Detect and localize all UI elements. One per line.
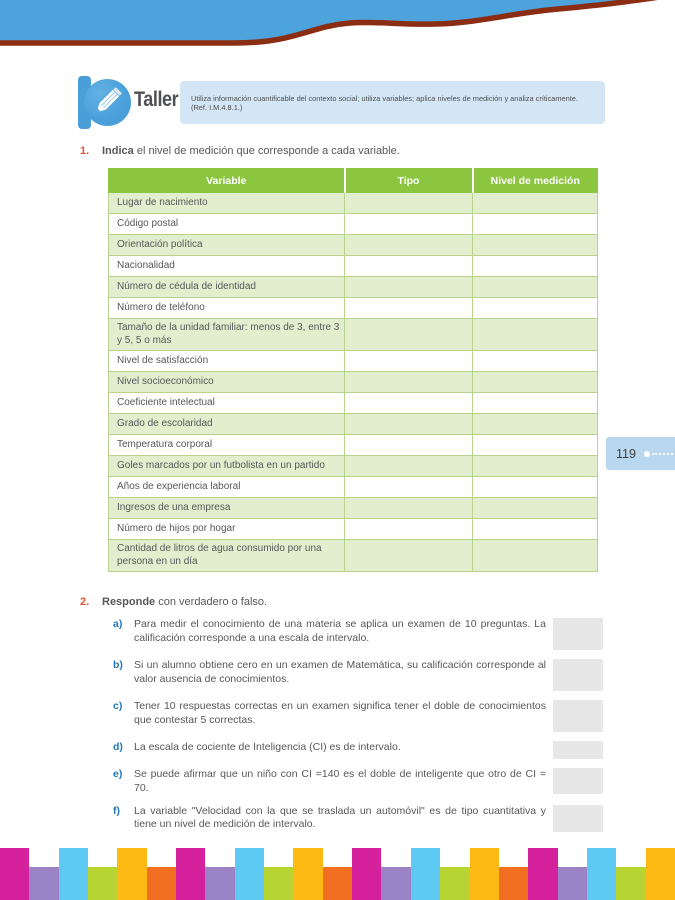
tipo-answer-cell[interactable] xyxy=(345,477,473,498)
variable-cell: Grado de escolaridad xyxy=(109,414,345,435)
nivel-answer-cell[interactable] xyxy=(473,351,598,372)
tipo-answer-cell[interactable] xyxy=(345,214,473,235)
table-row xyxy=(109,277,598,298)
table-row xyxy=(109,414,598,435)
footer-bar xyxy=(0,848,29,900)
taller-title: Taller xyxy=(134,88,179,111)
list-item-b xyxy=(113,659,603,691)
item-text: Para medir el conocimiento de una materia se aplica un examen de 10 preguntas. La calificación corresponde a una escala de intervalo. xyxy=(134,618,546,644)
nivel-answer-cell[interactable] xyxy=(473,435,598,456)
tipo-answer-cell[interactable] xyxy=(345,193,473,214)
footer-bar xyxy=(352,848,381,900)
tipo-answer-cell[interactable] xyxy=(345,435,473,456)
tipo-answer-cell[interactable] xyxy=(345,456,473,477)
item-text: La variable "Velocidad con la que se traslada un automóvil" es de tipo cuantitativa y tiene un nivel de medición de intervalo. xyxy=(134,804,546,831)
nivel-answer-cell[interactable] xyxy=(473,277,598,298)
item-text: La escala de cociente de Inteligencia (CI) es de intervalo. xyxy=(134,741,401,753)
true-false-items xyxy=(113,618,603,841)
table-row xyxy=(109,477,598,498)
nivel-answer-cell[interactable] xyxy=(473,540,598,572)
nivel-answer-cell[interactable] xyxy=(473,214,598,235)
variable-cell: Temperatura corporal xyxy=(109,435,345,456)
list-item-d xyxy=(113,741,603,759)
table-row xyxy=(109,235,598,256)
table-row xyxy=(109,193,598,214)
variable-cell: Nivel de satisfacción xyxy=(109,351,345,372)
answer-box[interactable] xyxy=(553,659,603,691)
tipo-answer-cell[interactable] xyxy=(345,540,473,572)
variable-cell: Número de cédula de identidad xyxy=(109,277,345,298)
nivel-answer-cell[interactable] xyxy=(473,256,598,277)
footer-bar xyxy=(59,848,88,900)
nivel-answer-cell[interactable] xyxy=(473,193,598,214)
footer-bar xyxy=(293,848,322,900)
variable-cell: Nivel socioeconómico xyxy=(109,372,345,393)
col-header-tipo: Tipo xyxy=(345,169,473,193)
variable-cell: Tamaño de la unidad familiar: menos de 3, entre 3 y 5, 5 o más xyxy=(109,319,345,351)
variable-cell: Ingresos de una empresa xyxy=(109,498,345,519)
answer-box[interactable] xyxy=(553,700,603,732)
nivel-answer-cell[interactable] xyxy=(473,372,598,393)
footer-bar xyxy=(440,867,469,900)
footer-bar xyxy=(264,867,293,900)
item-letter: e) xyxy=(113,768,123,780)
list-item-a xyxy=(113,618,603,650)
table-row xyxy=(109,319,598,351)
skills-banner-text: Utiliza información cuantificable del contexto social; utiliza variables; aplica niveles de medición y analiza críticamente. (Ref. I.M.4.8.1.) xyxy=(191,93,578,112)
page-number-tab xyxy=(606,437,675,470)
variable-cell: Coeficiente intelectual xyxy=(109,393,345,414)
tipo-answer-cell[interactable] xyxy=(345,372,473,393)
table-row xyxy=(109,498,598,519)
footer-bar xyxy=(323,867,352,900)
nivel-answer-cell[interactable] xyxy=(473,519,598,540)
footer-bar xyxy=(499,867,528,900)
table-row xyxy=(109,519,598,540)
footer-bar xyxy=(616,867,645,900)
tipo-answer-cell[interactable] xyxy=(345,235,473,256)
exercise2-text: Responde con verdadero o falso. xyxy=(102,596,268,608)
footer-bar xyxy=(558,867,587,900)
nivel-answer-cell[interactable] xyxy=(473,235,598,256)
item-letter: f) xyxy=(113,804,120,817)
exercise1-number: 1. xyxy=(80,145,90,157)
measurement-table xyxy=(108,168,597,572)
table-row xyxy=(109,456,598,477)
nivel-answer-cell[interactable] xyxy=(473,456,598,477)
table-row xyxy=(109,372,598,393)
tipo-answer-cell[interactable] xyxy=(345,351,473,372)
taller-header xyxy=(78,76,605,130)
list-item-f xyxy=(113,805,603,833)
footer-bar xyxy=(88,867,117,900)
item-text: Si un alumno obtiene cero en un examen de Matemática, su calificación corresponde al valor ausencia de conocimientos. xyxy=(134,659,546,685)
variable-cell: Cantidad de litros de agua consumido por una persona en un día xyxy=(109,540,345,572)
footer-bar xyxy=(587,848,616,900)
footer-bars xyxy=(0,848,675,900)
table-row xyxy=(109,214,598,235)
nivel-answer-cell[interactable] xyxy=(473,319,598,351)
answer-box[interactable] xyxy=(553,618,603,650)
footer-bar xyxy=(147,867,176,900)
tipo-answer-cell[interactable] xyxy=(345,498,473,519)
nivel-answer-cell[interactable] xyxy=(473,498,598,519)
footer-bar xyxy=(381,867,410,900)
footer-bar xyxy=(117,848,146,900)
tipo-answer-cell[interactable] xyxy=(345,256,473,277)
nivel-answer-cell[interactable] xyxy=(473,393,598,414)
table-row xyxy=(109,298,598,319)
tipo-answer-cell[interactable] xyxy=(345,298,473,319)
item-text: Tener 10 respuestas correctas en un examen significa tener el doble de conocimientos que contestar 5 correctas. xyxy=(134,700,546,726)
tipo-answer-cell[interactable] xyxy=(345,277,473,298)
table-row xyxy=(109,256,598,277)
item-text: Se puede afirmar que un niño con CI =140 es el doble de inteligente que otro de CI = 70. xyxy=(134,768,546,794)
list-item-e xyxy=(113,768,603,796)
footer-bar xyxy=(29,867,58,900)
exercise2-number: 2. xyxy=(80,596,90,608)
variable-cell: Orientación política xyxy=(109,235,345,256)
footer-bar xyxy=(176,848,205,900)
tipo-answer-cell[interactable] xyxy=(345,519,473,540)
item-letter: a) xyxy=(113,618,123,630)
footer-bar xyxy=(646,848,675,900)
variable-cell: Lugar de nacimiento xyxy=(109,193,345,214)
variable-cell: Código postal xyxy=(109,214,345,235)
pencil-icon xyxy=(84,79,131,126)
tab-dotted-line xyxy=(652,453,673,455)
tipo-answer-cell[interactable] xyxy=(345,393,473,414)
table-row xyxy=(109,351,598,372)
answer-box[interactable] xyxy=(553,768,603,794)
footer-bar xyxy=(205,867,234,900)
item-letter: c) xyxy=(113,700,123,712)
variable-cell: Número de teléfono xyxy=(109,298,345,319)
col-header-nivel: Nivel de medición xyxy=(473,169,598,193)
item-letter: b) xyxy=(113,659,123,671)
table-row xyxy=(109,435,598,456)
answer-box[interactable] xyxy=(553,805,603,832)
variable-cell: Número de hijos por hogar xyxy=(109,519,345,540)
exercise1-text: Indica el nivel de medición que corresponde a cada variable. xyxy=(102,145,400,157)
nivel-answer-cell[interactable] xyxy=(473,298,598,319)
tab-dot xyxy=(644,451,650,457)
top-wave-decoration xyxy=(0,0,675,60)
table-row xyxy=(109,393,598,414)
tipo-answer-cell[interactable] xyxy=(345,414,473,435)
exercise2-lead xyxy=(80,596,267,608)
answer-box[interactable] xyxy=(553,741,603,759)
tipo-answer-cell[interactable] xyxy=(345,319,473,351)
nivel-answer-cell[interactable] xyxy=(473,477,598,498)
footer-bar xyxy=(411,848,440,900)
footer-bar xyxy=(470,848,499,900)
item-letter: d) xyxy=(113,741,123,753)
page-number: 119 xyxy=(616,446,636,461)
table-header-row xyxy=(109,169,598,193)
variable-cell: Goles marcados por un futbolista en un partido xyxy=(109,456,345,477)
footer-bar xyxy=(528,848,557,900)
table-row xyxy=(109,540,598,572)
skills-banner xyxy=(180,81,605,124)
footer-bar xyxy=(235,848,264,900)
variable-cell: Nacionalidad xyxy=(109,256,345,277)
nivel-answer-cell[interactable] xyxy=(473,414,598,435)
col-header-variable: Variable xyxy=(109,169,345,193)
exercise1-lead xyxy=(80,145,400,157)
list-item-c xyxy=(113,700,603,732)
variable-cell: Años de experiencia laboral xyxy=(109,477,345,498)
